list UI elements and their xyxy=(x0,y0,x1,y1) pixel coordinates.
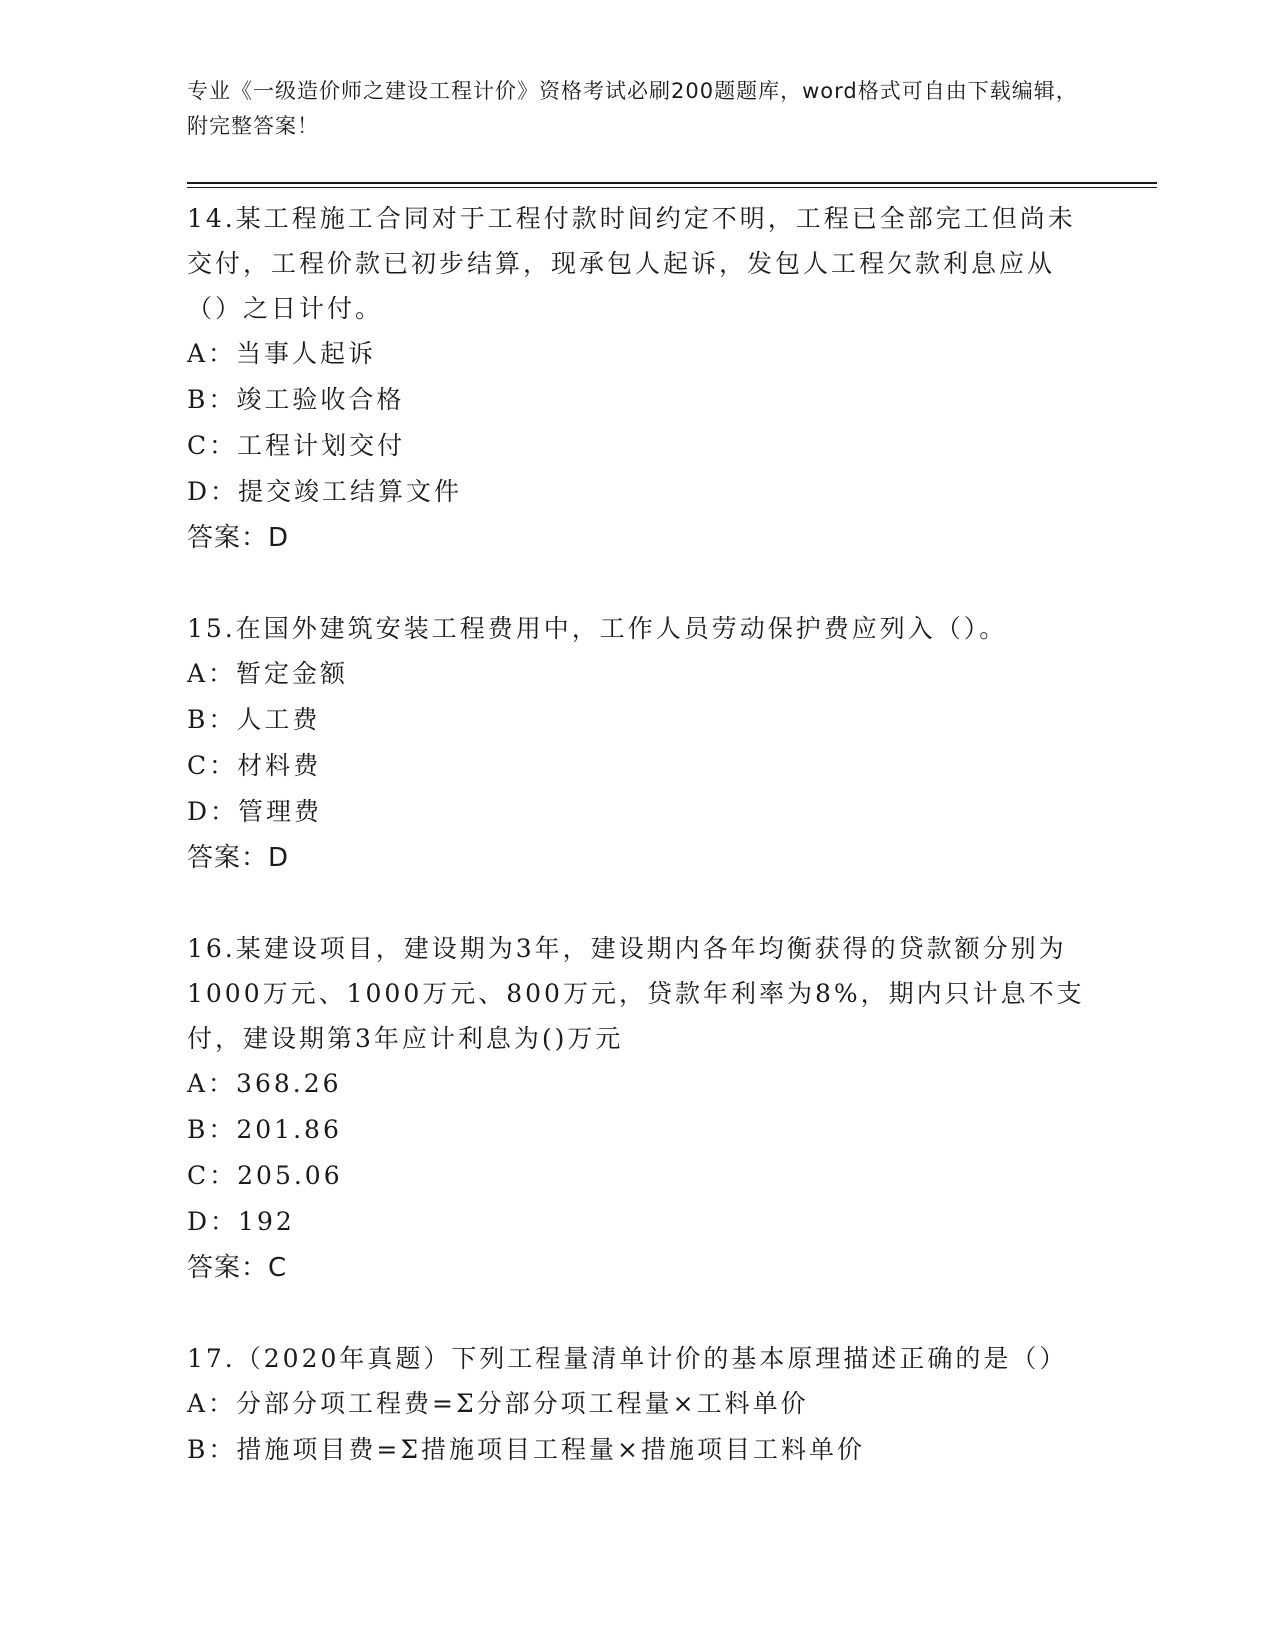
answer-line: 答案：C xyxy=(187,1253,288,1283)
header-divider xyxy=(187,182,1157,188)
option-c: C：工程计划交付 xyxy=(187,431,406,460)
option-a: A：368.26 xyxy=(187,1069,342,1098)
question-list xyxy=(187,196,1162,1473)
option-b: B：竣工验收合格 xyxy=(187,385,405,414)
option-d: D：192 xyxy=(187,1207,295,1236)
option-a: A：分部分项工程费=Σ分部分项工程量×工料单价 xyxy=(187,1389,809,1418)
question-stem: 17.（2020年真题）下列工程量清单计价的基本原理描述正确的是（） xyxy=(187,1344,1068,1373)
question-stem: 14.某工程施工合同对于工程付款时间约定不明，工程已全部完工但尚未交付，工程价款已初步结算，现承包人起诉，发包人工程欠款利息应从（）之日计付。 xyxy=(187,204,1076,323)
option-b: B：201.86 xyxy=(187,1115,342,1144)
question-stem: 15.在国外建筑安装工程费用中，工作人员劳动保护费应列入（）。 xyxy=(187,614,1008,643)
option-d: D：管理费 xyxy=(187,797,323,826)
option-a: A：当事人起诉 xyxy=(187,339,377,368)
document-header: 专业《一级造价师之建设工程计价》资格考试必刷200题题库，word格式可自由下载编辑，附完整答案！ xyxy=(187,79,1078,138)
answer-line: 答案：D xyxy=(187,523,290,553)
option-d: D：提交竣工结算文件 xyxy=(187,477,463,506)
option-a: A：暂定金额 xyxy=(187,659,349,688)
question-16 xyxy=(187,926,1162,1291)
option-c: C：材料费 xyxy=(187,751,322,780)
option-c: C：205.06 xyxy=(187,1161,343,1190)
question-15 xyxy=(187,606,1162,881)
answer-line: 答案：D xyxy=(187,843,290,873)
question-17 xyxy=(187,1336,1162,1473)
document-page xyxy=(187,74,1162,1518)
option-b: B：措施项目费=Σ措施项目工程量×措施项目工料单价 xyxy=(187,1435,865,1464)
question-stem: 16.某建设项目，建设期为3年，建设期内各年均衡获得的贷款额分别为1000万元、1000万元、800万元，贷款年利率为8%，期内只计息不支付，建设期第3年应计利息为()万元 xyxy=(187,934,1085,1053)
question-14 xyxy=(187,196,1162,561)
option-b: B：人工费 xyxy=(187,705,321,734)
